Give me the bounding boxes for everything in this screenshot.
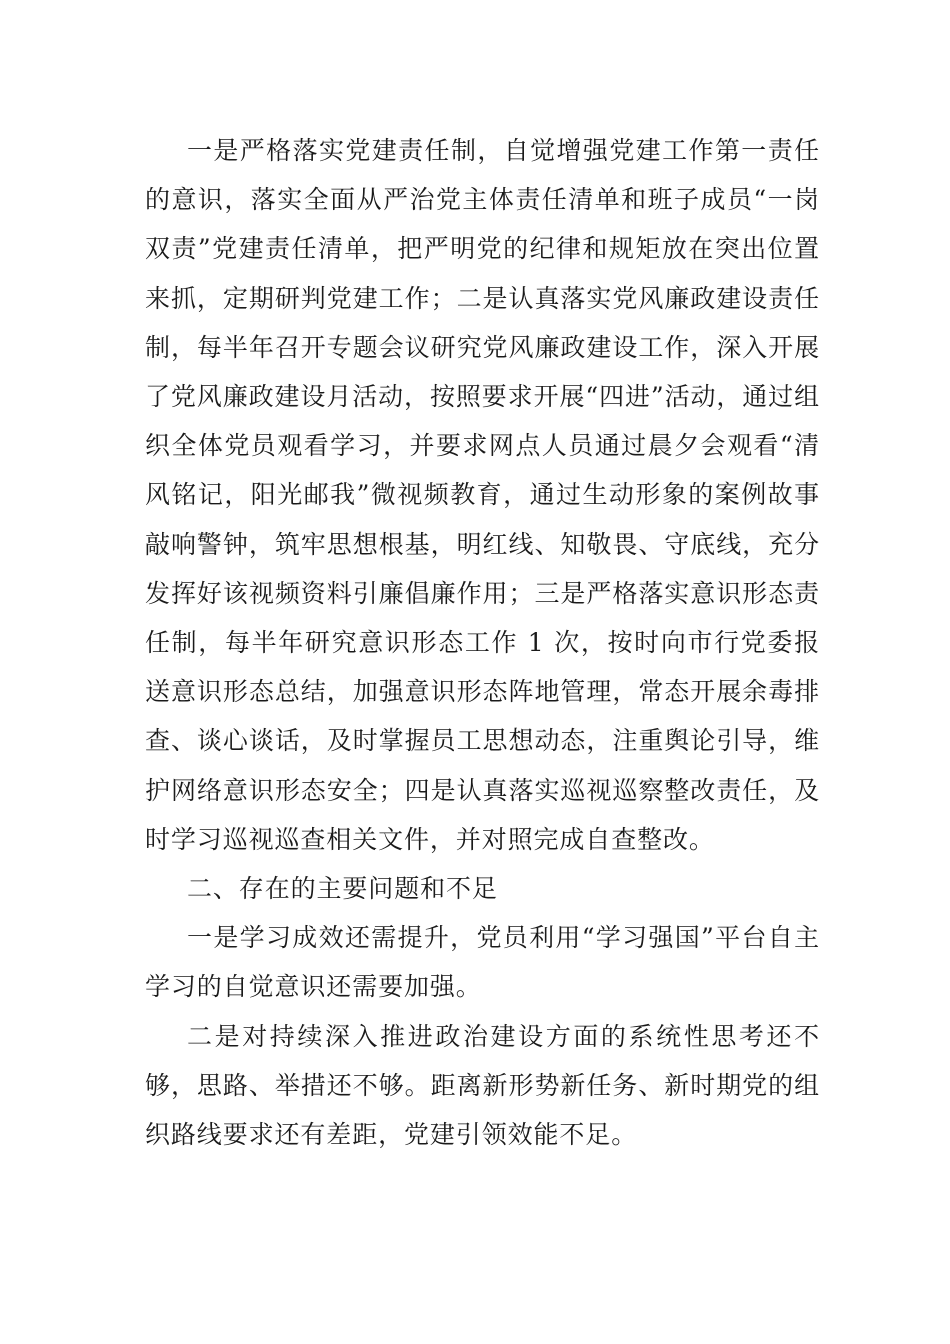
paragraph-learning-effectiveness: 一是学习成效还需提升，党员利用“学习强国”平台自主学习的自觉意识还需要加强。 — [145, 923, 820, 1002]
section-heading-problems: 二、存在的主要问题和不足 — [187, 874, 498, 904]
paragraph-party-building-responsibility: 一是严格落实党建责任制，自觉增强党建工作第一责任的意识，落实全面从严治党主体责任清单和班子成员“一岗双责”党建责任清单，把严明党的纪律和规矩放在突出位置来抓，定期研判党建工作；二是认真落实党风廉政建设责任制，每半年召开专题会议研究党风廉政建设工作，深入开展了党风廉政建设月活动，按照要求开展“四进”活动，通过组织全体党员观看学习，并要求网点人员通过晨夕会观看“清风铭记，阳光邮我”微视频教育，通过生动形象的案例故事敲响警钟，筑牢思想根基，明红线、知敬畏、守底线，充分发挥好该视频资料引廉倡廉作用；三是严格落实意识形态责任制，每半年研究意识形态工作 1 次，按时向市行党委报送意识形态总结，加强意识形态阵地管理，常态开展余毒排查、谈心谈话，及时掌握员工思想动态，注重舆论引导，维护网络意识形态安全；四是认真落实巡视巡察整改责任，及时学习巡视巡查相关文件，并对照完成自查整改。 — [145, 136, 820, 854]
paragraph-political-construction: 二是对持续深入推进政治建设方面的系统性思考还不够，思路、举措还不够。距离新形势新任务、新时期党的组织路线要求还有差距，党建引领效能不足。 — [145, 1021, 820, 1150]
document-body — [145, 126, 820, 1159]
